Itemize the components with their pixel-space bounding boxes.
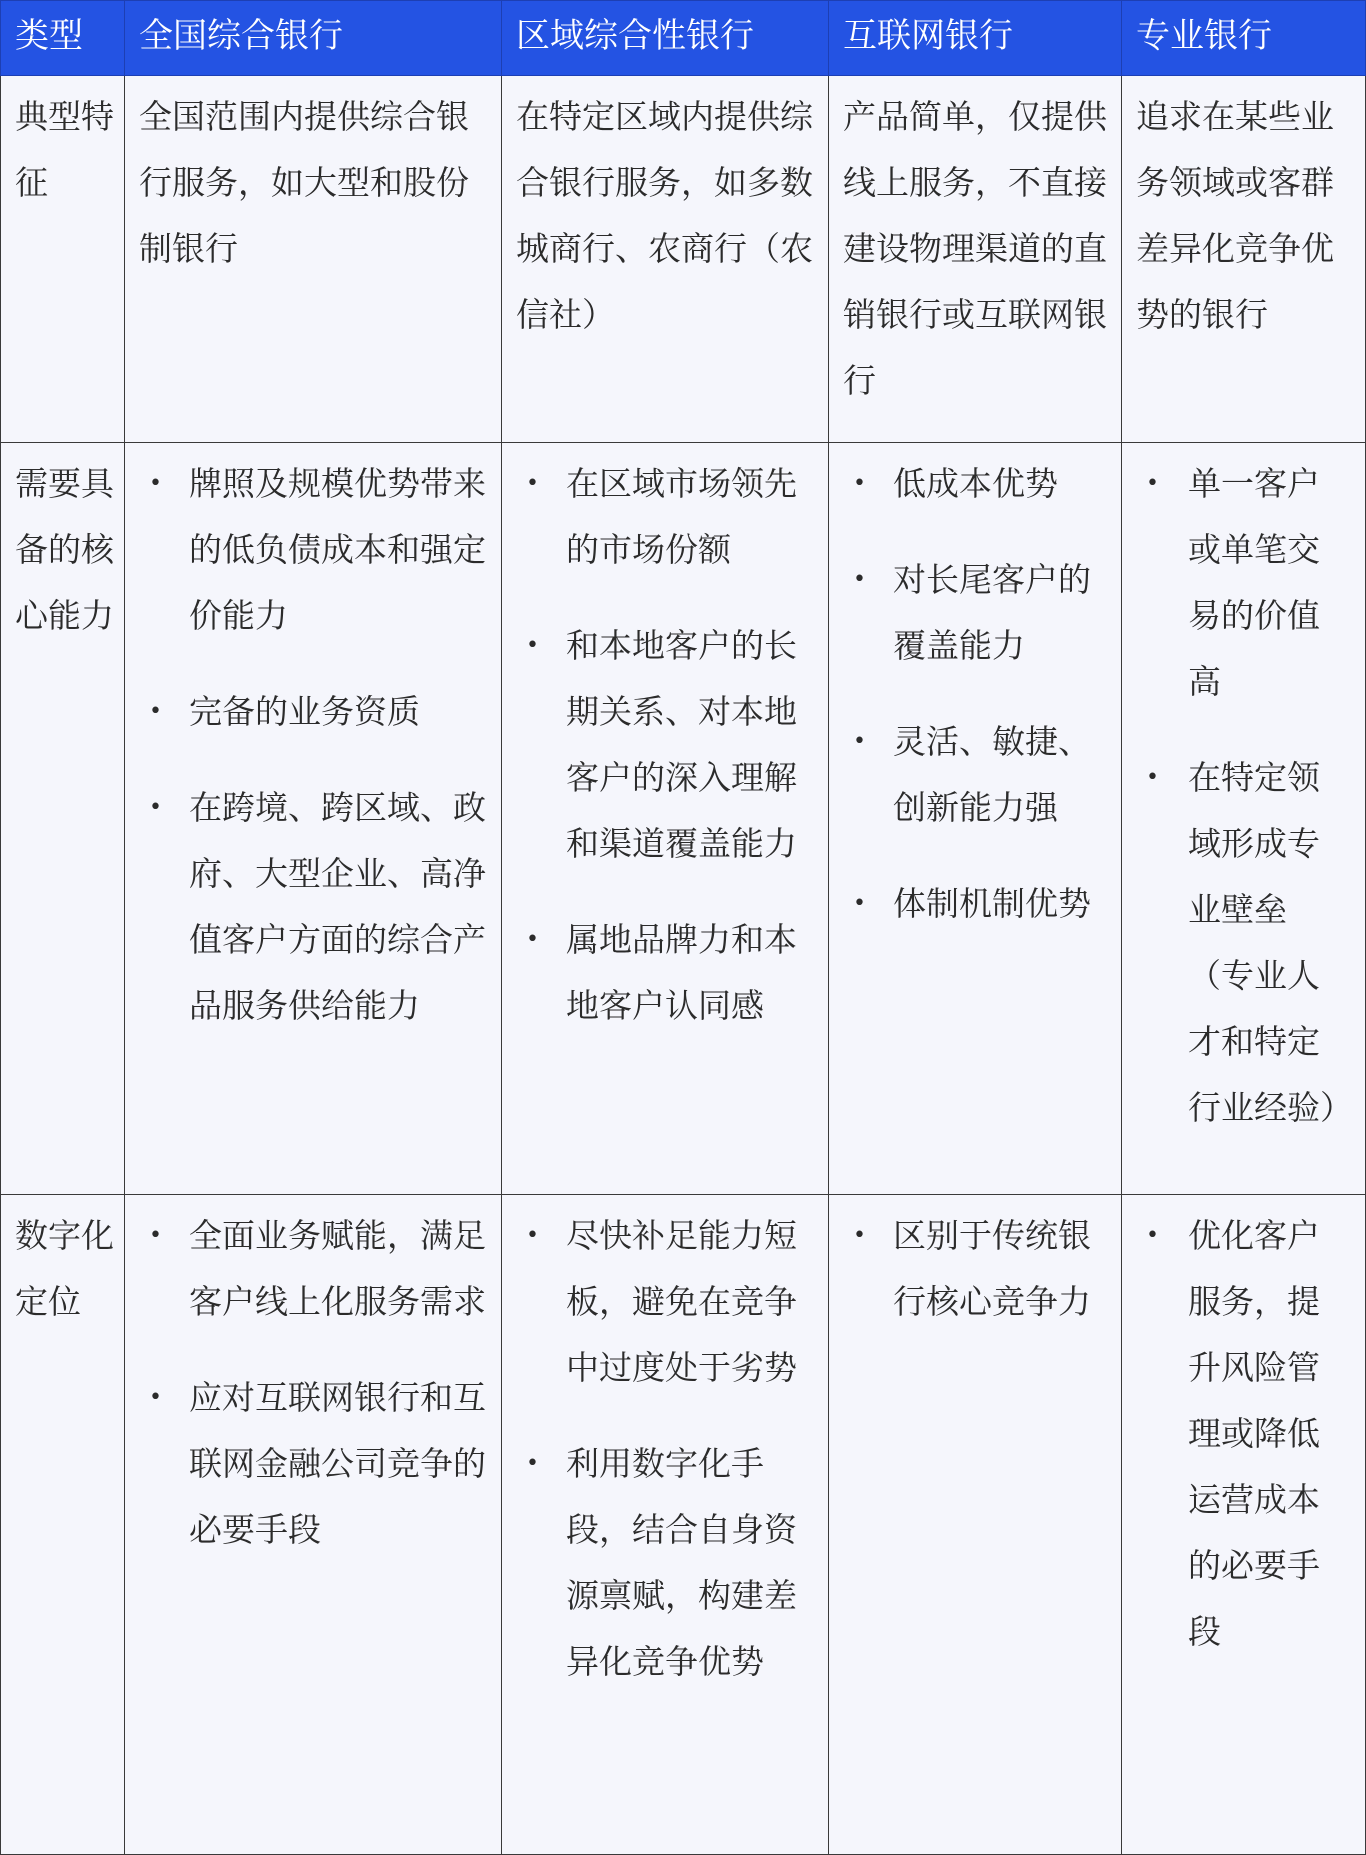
list-item [139, 451, 487, 649]
list-item-text: 和本地客户的长期关系、对本地客户的深入理解和渠道覆盖能力 [566, 626, 797, 863]
table-row [1, 76, 1366, 443]
table-row [1, 1195, 1366, 1855]
cell-bullets [502, 443, 829, 1195]
list-item-text: 单一客户或单笔交易的价值高 [1188, 464, 1320, 701]
list-item [843, 1203, 1107, 1335]
bullet-icon: • [149, 795, 162, 820]
table-row [1, 443, 1366, 1195]
cell-text: 在特定区域内提供综合银行服务，如多数城商行、农商行（农信社） [502, 76, 829, 443]
cell-text: 追求在某些业务领域或客群差异化竞争优势的银行 [1122, 76, 1366, 443]
list-item [1136, 745, 1351, 1141]
list-item-text: 在区域市场领先的市场份额 [566, 464, 797, 569]
header-cell-national-bank: 全国综合银行 [125, 1, 502, 76]
list-item [139, 1365, 487, 1563]
list-item [843, 709, 1107, 841]
bullet-icon: • [1146, 1223, 1159, 1248]
bullet-icon: • [853, 1223, 866, 1248]
bullet-list [139, 451, 487, 1039]
list-item-text: 属地品牌力和本地客户认同感 [566, 920, 797, 1025]
cell-bullets [125, 443, 502, 1195]
bullet-list [843, 1203, 1107, 1335]
bullet-icon: • [149, 699, 162, 724]
list-item-text: 全面业务赋能，满足客户线上化服务需求 [189, 1216, 486, 1321]
list-item-text: 在特定领域形成专业壁垒（专业人才和特定行业经验） [1188, 758, 1353, 1127]
list-item-text: 体制机制优势 [893, 884, 1091, 923]
bullet-icon: • [853, 471, 866, 496]
bullet-icon: • [149, 1223, 162, 1248]
list-item-text: 尽快补足能力短板，避免在竞争中过度处于劣势 [566, 1216, 797, 1387]
list-item [843, 871, 1107, 937]
cell-text: 产品简单，仅提供线上服务，不直接建设物理渠道的直销银行或互联网银行 [829, 76, 1122, 443]
list-item-text: 牌照及规模优势带来的低负债成本和强定价能力 [189, 464, 486, 635]
list-item-text: 应对互联网银行和互联网金融公司竞争的必要手段 [189, 1378, 486, 1549]
list-item-text: 低成本优势 [893, 464, 1058, 503]
bullet-icon: • [149, 471, 162, 496]
list-item [843, 547, 1107, 679]
list-item-text: 对长尾客户的覆盖能力 [893, 560, 1091, 665]
cell-bullets [1122, 443, 1366, 1195]
bullet-icon: • [853, 729, 866, 754]
cell-bullets [1122, 1195, 1366, 1855]
list-item [139, 1203, 487, 1335]
bullet-list [139, 1203, 487, 1563]
header-row [1, 1, 1366, 76]
header-cell-internet-bank: 互联网银行 [829, 1, 1122, 76]
header-cell-type: 类型 [1, 1, 125, 76]
cell-bullets [125, 1195, 502, 1855]
list-item-text: 灵活、敏捷、创新能力强 [893, 722, 1091, 827]
list-item-text: 利用数字化手段，结合自身资源禀赋，构建差异化竞争优势 [566, 1444, 797, 1681]
list-item-text: 优化客户服务，提升风险管理或降低运营成本的必要手段 [1188, 1216, 1320, 1651]
cell-bullets [829, 443, 1122, 1195]
list-item [516, 907, 814, 1039]
bullet-icon: • [1146, 765, 1159, 790]
table-body [1, 76, 1366, 1855]
list-item [516, 613, 814, 877]
table-header [1, 1, 1366, 76]
bullet-icon: • [1146, 471, 1159, 496]
bullet-icon: • [526, 471, 539, 496]
cell-bullets [829, 1195, 1122, 1855]
bullet-icon: • [853, 891, 866, 916]
bullet-icon: • [853, 567, 866, 592]
list-item [1136, 1203, 1351, 1665]
list-item-text: 完备的业务资质 [189, 692, 420, 731]
header-cell-regional-bank: 区域综合性银行 [502, 1, 829, 76]
list-item [516, 1203, 814, 1401]
list-item [139, 679, 487, 745]
list-item [1136, 451, 1351, 715]
bullet-icon: • [149, 1385, 162, 1410]
list-item [139, 775, 487, 1039]
bullet-list [843, 451, 1107, 937]
bullet-list [1136, 451, 1351, 1141]
list-item [516, 1431, 814, 1695]
list-item-text: 在跨境、跨区域、政府、大型企业、高净值客户方面的综合产品服务供给能力 [189, 788, 486, 1025]
bullet-icon: • [526, 1451, 539, 1476]
bullet-icon: • [526, 1223, 539, 1248]
list-item [516, 451, 814, 583]
list-item-text: 区别于传统银行核心竞争力 [893, 1216, 1091, 1321]
bullet-icon: • [526, 633, 539, 658]
bullet-list [1136, 1203, 1351, 1665]
header-cell-specialized-bank: 专业银行 [1122, 1, 1366, 76]
cell-text: 全国范围内提供综合银行服务，如大型和股份制银行 [125, 76, 502, 443]
bullet-list [516, 451, 814, 1039]
bullet-list [516, 1203, 814, 1695]
row-header-core-capabilities: 需要具备的核心能力 [1, 443, 125, 1195]
row-header-typical-features: 典型特征 [1, 76, 125, 443]
cell-bullets [502, 1195, 829, 1855]
list-item [843, 451, 1107, 517]
bullet-icon: • [526, 927, 539, 952]
row-header-digital-positioning: 数字化定位 [1, 1195, 125, 1855]
